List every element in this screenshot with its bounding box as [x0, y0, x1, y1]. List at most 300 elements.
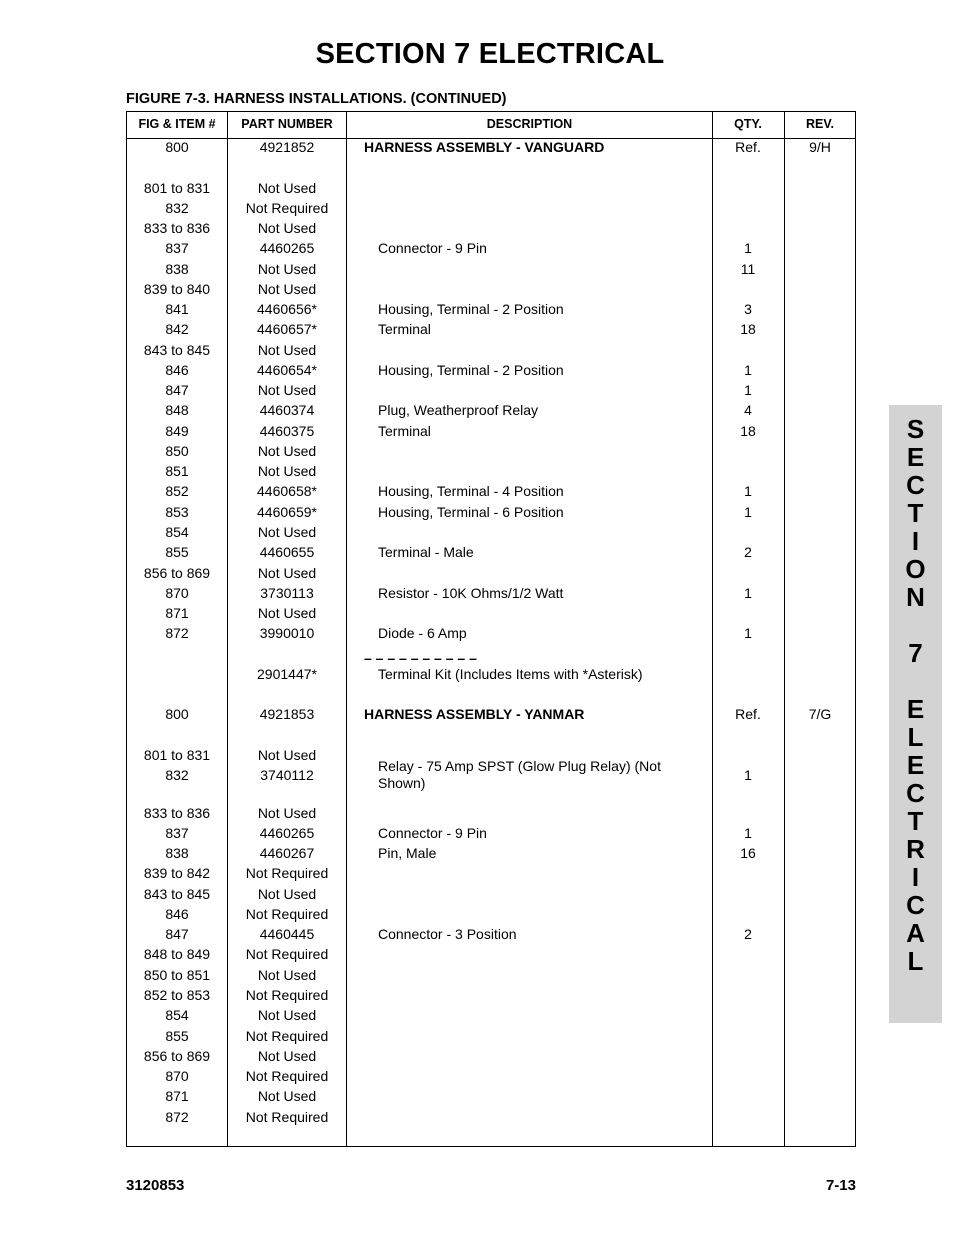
fig-item-cell-text: 848 to 849	[143, 945, 211, 962]
description-cell	[378, 665, 712, 683]
fig-item-cell-text: 833 to 836	[143, 804, 211, 821]
part-number-cell-text: Not Used	[257, 1047, 317, 1064]
description-cell-text: Diode - 6 Amp	[378, 624, 467, 641]
qty-cell	[712, 945, 784, 963]
qty-cell-text: 1	[744, 482, 752, 499]
part-number-cell	[227, 966, 347, 984]
part-number-cell	[227, 341, 347, 359]
rev-cell	[784, 199, 856, 217]
rev-cell	[784, 584, 856, 602]
table-row	[127, 986, 855, 1004]
fig-item-cell	[127, 543, 227, 561]
qty-cell	[712, 482, 784, 500]
description-cell-text: Pin, Male	[378, 844, 437, 861]
fig-item-cell	[127, 523, 227, 541]
table-row	[127, 199, 855, 217]
part-number-cell-text: 4460265	[259, 824, 315, 841]
side-tab-letter: A	[906, 918, 925, 948]
table-row	[127, 624, 855, 642]
description-cell	[378, 280, 712, 298]
part-number-cell-text: Not Used	[257, 179, 317, 196]
table-row	[127, 503, 855, 521]
description-cell	[378, 986, 712, 1004]
fig-item-cell-text: 856 to 869	[143, 564, 211, 581]
description-cell-text: Connector - 9 Pin	[378, 824, 487, 841]
fig-item-cell-text: 846	[165, 361, 189, 378]
rev-cell-text: 7/G	[808, 705, 832, 722]
qty-cell-text: 18	[740, 320, 756, 337]
fig-item-cell	[127, 986, 227, 1004]
qty-cell	[712, 1067, 784, 1085]
qty-cell	[712, 824, 784, 842]
fig-item-cell-text: 855	[165, 1027, 189, 1044]
fig-item-cell	[127, 705, 227, 723]
part-number-cell-text: Not Required	[245, 986, 329, 1003]
rev-cell	[784, 401, 856, 419]
description-cell-text: Housing, Terminal - 4 Position	[378, 482, 564, 499]
side-tab-letter: C	[906, 470, 925, 500]
table-row	[127, 864, 855, 882]
fig-item-cell-text: 800	[165, 705, 189, 722]
part-number-cell-text: 3730113	[260, 584, 314, 601]
rev-cell	[784, 422, 856, 440]
description-cell	[378, 422, 712, 440]
side-tab-letter: C	[906, 890, 925, 920]
part-number-cell-text: Not Used	[257, 804, 317, 821]
side-tab-letter: E	[906, 694, 925, 724]
fig-item-cell-text: 872	[165, 624, 189, 641]
part-number-cell-text: Not Used	[257, 462, 317, 479]
qty-cell	[712, 1006, 784, 1024]
part-number-cell	[227, 1027, 347, 1045]
rev-cell	[784, 219, 856, 237]
fig-item-cell-text: 849	[165, 422, 189, 439]
fig-item-cell	[127, 361, 227, 379]
rev-cell	[784, 844, 856, 862]
part-number-cell-text: Not Used	[257, 260, 317, 277]
rev-cell	[784, 804, 856, 822]
header-rev: REV.	[805, 117, 835, 131]
part-number-cell	[227, 442, 347, 460]
description-cell	[378, 864, 712, 882]
fig-item-cell	[127, 300, 227, 318]
fig-item-cell-text: 846	[165, 905, 189, 922]
fig-item-cell-text: 837	[165, 239, 189, 256]
table-row	[127, 564, 855, 582]
rev-cell	[784, 138, 856, 156]
table-row	[127, 462, 855, 480]
part-number-cell-text: 4460656*	[257, 300, 317, 317]
part-number-cell-text: 4921853	[259, 705, 315, 722]
table-row	[127, 945, 855, 963]
table-row	[127, 1087, 855, 1105]
table-header	[127, 112, 855, 139]
part-number-cell	[227, 844, 347, 862]
qty-cell	[712, 966, 784, 984]
fig-item-cell	[127, 604, 227, 622]
description-cell	[378, 804, 712, 822]
table-row	[127, 905, 855, 923]
rev-cell	[784, 624, 856, 642]
rev-cell	[784, 925, 856, 943]
table-row	[127, 482, 855, 500]
table-row	[127, 1047, 855, 1065]
table-row	[127, 280, 855, 298]
description-cell	[378, 462, 712, 480]
qty-cell	[712, 584, 784, 602]
qty-cell	[712, 665, 784, 683]
table-row	[127, 844, 855, 862]
description-cell	[378, 584, 712, 602]
fig-item-cell-text: 853	[165, 503, 189, 520]
rev-cell	[784, 1047, 856, 1065]
rev-cell	[784, 179, 856, 197]
rev-cell	[784, 239, 856, 257]
table-row	[127, 179, 855, 197]
qty-cell	[712, 219, 784, 237]
fig-item-cell-text: 833 to 836	[143, 219, 211, 236]
part-number-cell	[227, 1006, 347, 1024]
description-cell	[364, 705, 712, 723]
qty-cell-text: 18	[740, 422, 756, 439]
part-number-cell-text: Not Used	[257, 219, 317, 236]
rev-cell	[784, 260, 856, 278]
description-cell-text: Connector - 9 Pin	[378, 239, 487, 256]
qty-cell-text: 2	[744, 543, 752, 560]
rev-cell	[784, 705, 856, 723]
description-cell	[378, 239, 712, 257]
description-cell	[378, 503, 712, 521]
rev-cell	[784, 885, 856, 903]
description-cell	[378, 905, 712, 923]
fig-item-cell	[127, 503, 227, 521]
part-number-cell	[227, 624, 347, 642]
fig-item-cell-text: 842	[165, 320, 189, 337]
fig-item-cell-text: 847	[165, 381, 189, 398]
qty-cell	[712, 462, 784, 480]
table-row	[127, 1027, 855, 1045]
description-cell	[378, 482, 712, 500]
fig-item-cell	[127, 665, 227, 683]
qty-cell	[712, 905, 784, 923]
part-number-cell	[227, 239, 347, 257]
rev-cell	[784, 503, 856, 521]
table-row	[127, 1006, 855, 1024]
qty-cell	[712, 705, 784, 723]
qty-cell-text: 2	[744, 925, 752, 942]
qty-cell	[712, 280, 784, 298]
part-number-cell	[227, 665, 347, 683]
table-row	[127, 239, 855, 257]
table-row	[127, 523, 855, 541]
description-cell	[378, 824, 712, 842]
qty-cell-text: 1	[744, 503, 752, 520]
fig-item-cell	[127, 864, 227, 882]
qty-cell-text: Ref.	[735, 138, 761, 155]
qty-cell	[712, 239, 784, 257]
side-tab-letter: T	[907, 806, 924, 836]
qty-cell	[712, 925, 784, 943]
fig-item-cell-text: 855	[165, 543, 189, 560]
part-number-cell-text: Not Used	[257, 523, 317, 540]
rev-cell	[784, 905, 856, 923]
qty-cell-text: 1	[744, 361, 752, 378]
part-number-cell-text: Not Used	[257, 604, 317, 621]
description-cell	[378, 1108, 712, 1126]
qty-cell	[712, 300, 784, 318]
side-tab-letter: C	[906, 778, 925, 808]
fig-item-cell-text: 870	[165, 584, 189, 601]
description-cell-text: Housing, Terminal - 6 Position	[378, 503, 564, 520]
part-number-cell	[227, 564, 347, 582]
fig-item-cell-text: 871	[165, 604, 189, 621]
description-cell	[378, 199, 712, 217]
description-cell	[378, 179, 712, 197]
fig-item-cell	[127, 564, 227, 582]
side-tab-letter: L	[907, 722, 924, 752]
side-tab-letter: N	[906, 582, 925, 612]
table-row	[127, 341, 855, 359]
part-number-cell-text: 4460265	[259, 239, 315, 256]
fig-item-cell-text: 854	[165, 1006, 189, 1023]
fig-item-cell	[127, 341, 227, 359]
qty-cell	[712, 401, 784, 419]
fig-item-cell-text: 848	[165, 401, 189, 418]
rev-cell	[784, 1006, 856, 1024]
side-tab-letter: S	[906, 414, 925, 444]
part-number-cell-text: Not Used	[257, 381, 317, 398]
fig-item-cell	[127, 844, 227, 862]
fig-item-cell-text: 871	[165, 1087, 189, 1104]
rev-cell	[784, 966, 856, 984]
table-row	[127, 381, 855, 399]
fig-item-cell	[127, 442, 227, 460]
side-tab-letter: L	[907, 946, 924, 976]
part-number-cell	[227, 422, 347, 440]
description-cell	[378, 945, 712, 963]
qty-cell	[712, 442, 784, 460]
part-number-cell-text: Not Used	[257, 280, 317, 297]
header-fig-item: FIG & ITEM #	[138, 117, 216, 131]
qty-cell	[712, 138, 784, 156]
description-cell-text: Terminal	[378, 320, 431, 337]
part-number-cell-text: Not Used	[257, 885, 317, 902]
fig-item-cell	[127, 381, 227, 399]
qty-cell-text: 4	[744, 401, 752, 418]
qty-cell	[712, 260, 784, 278]
qty-cell-text: 1	[744, 824, 752, 841]
qty-cell	[712, 864, 784, 882]
table-row	[127, 300, 855, 318]
rev-cell	[784, 564, 856, 582]
table-row	[127, 543, 855, 561]
part-number-cell-text: Not Required	[245, 1108, 329, 1125]
description-cell-text: Terminal - Male	[378, 543, 474, 560]
fig-item-cell	[127, 280, 227, 298]
qty-cell	[712, 320, 784, 338]
fig-item-cell-text: 838	[165, 260, 189, 277]
header-description: DESCRIPTION	[486, 117, 573, 131]
qty-cell	[712, 1047, 784, 1065]
fig-item-cell	[127, 966, 227, 984]
table-row	[127, 320, 855, 338]
part-number-cell-text: Not Used	[257, 966, 317, 983]
rev-cell	[784, 1108, 856, 1126]
description-cell	[378, 1087, 712, 1105]
part-number-cell-text: 4460375	[259, 422, 315, 439]
part-number-cell-text: Not Required	[245, 1067, 329, 1084]
table-row	[127, 824, 855, 842]
part-number-cell-text: 4460655	[259, 543, 315, 560]
description-cell-text: Housing, Terminal - 2 Position	[378, 300, 564, 317]
side-tab-letter: R	[906, 834, 925, 864]
fig-item-cell-text: 801 to 831	[143, 746, 211, 763]
fig-item-cell	[127, 1006, 227, 1024]
table-row	[127, 138, 855, 156]
qty-cell	[712, 422, 784, 440]
part-number-cell-text: Not Used	[257, 564, 317, 581]
rev-cell	[784, 986, 856, 1004]
part-number-cell-text: 3740112	[260, 766, 314, 783]
fig-item-cell	[127, 320, 227, 338]
qty-cell	[712, 341, 784, 359]
table-row	[127, 401, 855, 419]
fig-item-cell	[127, 885, 227, 903]
table-row	[127, 966, 855, 984]
part-number-cell	[227, 543, 347, 561]
fig-item-cell	[127, 179, 227, 197]
table-row	[127, 665, 855, 683]
rev-cell	[784, 824, 856, 842]
qty-cell-text: 16	[740, 844, 756, 861]
qty-cell	[712, 199, 784, 217]
qty-cell	[712, 604, 784, 622]
document-number: 3120853	[126, 1177, 185, 1194]
part-number-cell-text: Not Used	[257, 1087, 317, 1104]
table-row	[127, 1067, 855, 1085]
qty-cell	[712, 804, 784, 822]
table-row	[127, 604, 855, 622]
part-number-cell	[227, 584, 347, 602]
rev-cell	[784, 1027, 856, 1045]
fig-item-cell	[127, 482, 227, 500]
qty-cell	[712, 503, 784, 521]
rev-cell	[784, 945, 856, 963]
fig-item-cell	[127, 925, 227, 943]
fig-item-cell	[127, 757, 227, 793]
fig-item-cell	[127, 804, 227, 822]
description-cell	[378, 757, 712, 793]
qty-cell	[712, 1087, 784, 1105]
fig-item-cell	[127, 260, 227, 278]
description-cell	[378, 1027, 712, 1045]
qty-cell	[712, 885, 784, 903]
rev-cell	[784, 604, 856, 622]
part-number-cell-text: Not Required	[245, 199, 329, 216]
rev-cell	[784, 543, 856, 561]
fig-item-cell-text: 852	[165, 482, 189, 499]
description-cell-text: Terminal	[378, 422, 431, 439]
part-number-cell-text: 4460374	[259, 401, 315, 418]
description-cell-text: – – – – – – – – – –	[364, 649, 477, 666]
rev-cell	[784, 320, 856, 338]
rev-cell	[784, 280, 856, 298]
qty-cell	[712, 543, 784, 561]
page-number: 7-13	[825, 1177, 856, 1194]
description-cell-text: Resistor - 10K Ohms/1/2 Watt	[378, 584, 564, 601]
qty-cell	[712, 381, 784, 399]
qty-cell	[712, 986, 784, 1004]
rev-cell	[784, 1087, 856, 1105]
part-number-cell	[227, 905, 347, 923]
qty-cell	[712, 1108, 784, 1126]
part-number-cell	[227, 401, 347, 419]
side-tab-letter: T	[907, 498, 924, 528]
fig-item-cell-text: 852 to 853	[143, 986, 211, 1003]
part-number-cell-text: Not Required	[245, 1027, 329, 1044]
part-number-cell	[227, 523, 347, 541]
part-number-cell	[227, 757, 347, 793]
table-row	[127, 219, 855, 237]
qty-cell-text: 1	[744, 239, 752, 256]
qty-cell-text: 1	[744, 624, 752, 641]
fig-item-cell	[127, 1047, 227, 1065]
part-number-cell	[227, 300, 347, 318]
description-cell	[378, 523, 712, 541]
description-cell	[378, 219, 712, 237]
description-cell	[378, 361, 712, 379]
description-cell	[378, 1067, 712, 1085]
page-title: SECTION 7 ELECTRICAL	[315, 38, 665, 70]
rev-cell	[784, 462, 856, 480]
fig-item-cell-text: 851	[165, 462, 189, 479]
description-cell	[378, 624, 712, 642]
qty-cell-text: 1	[744, 381, 752, 398]
description-cell-text: Relay - 75 Amp SPST (Glow Plug Relay) (Not Shown)	[378, 758, 661, 791]
part-number-cell	[227, 462, 347, 480]
fig-item-cell-text: 850	[165, 442, 189, 459]
qty-cell	[712, 523, 784, 541]
qty-cell	[712, 844, 784, 862]
part-number-cell-text: 4921852	[259, 138, 315, 155]
fig-item-cell-text: 832	[165, 766, 189, 783]
part-number-cell	[227, 864, 347, 882]
rev-cell-text: 9/H	[809, 138, 831, 155]
part-number-cell	[227, 705, 347, 723]
part-number-cell	[227, 885, 347, 903]
rev-cell	[784, 482, 856, 500]
part-number-cell-text: 4460657*	[257, 320, 317, 337]
table-row	[127, 361, 855, 379]
side-tab-letter: I	[911, 526, 920, 556]
part-number-cell	[227, 503, 347, 521]
parts-table	[126, 111, 856, 1147]
fig-item-cell	[127, 905, 227, 923]
table-row	[127, 705, 855, 723]
rev-cell	[784, 665, 856, 683]
part-number-cell-text: 4460658*	[257, 482, 317, 499]
table-row	[127, 757, 855, 793]
figure-title: FIGURE 7-3. HARNESS INSTALLATIONS. (CONTINUED)	[126, 91, 507, 107]
fig-item-cell-text: 839 to 842	[143, 864, 211, 881]
description-cell	[378, 925, 712, 943]
description-cell	[378, 604, 712, 622]
part-number-cell-text: 3990010	[259, 624, 315, 641]
qty-cell-text: 3	[744, 300, 752, 317]
fig-item-cell	[127, 462, 227, 480]
description-cell	[378, 300, 712, 318]
rev-cell	[784, 381, 856, 399]
